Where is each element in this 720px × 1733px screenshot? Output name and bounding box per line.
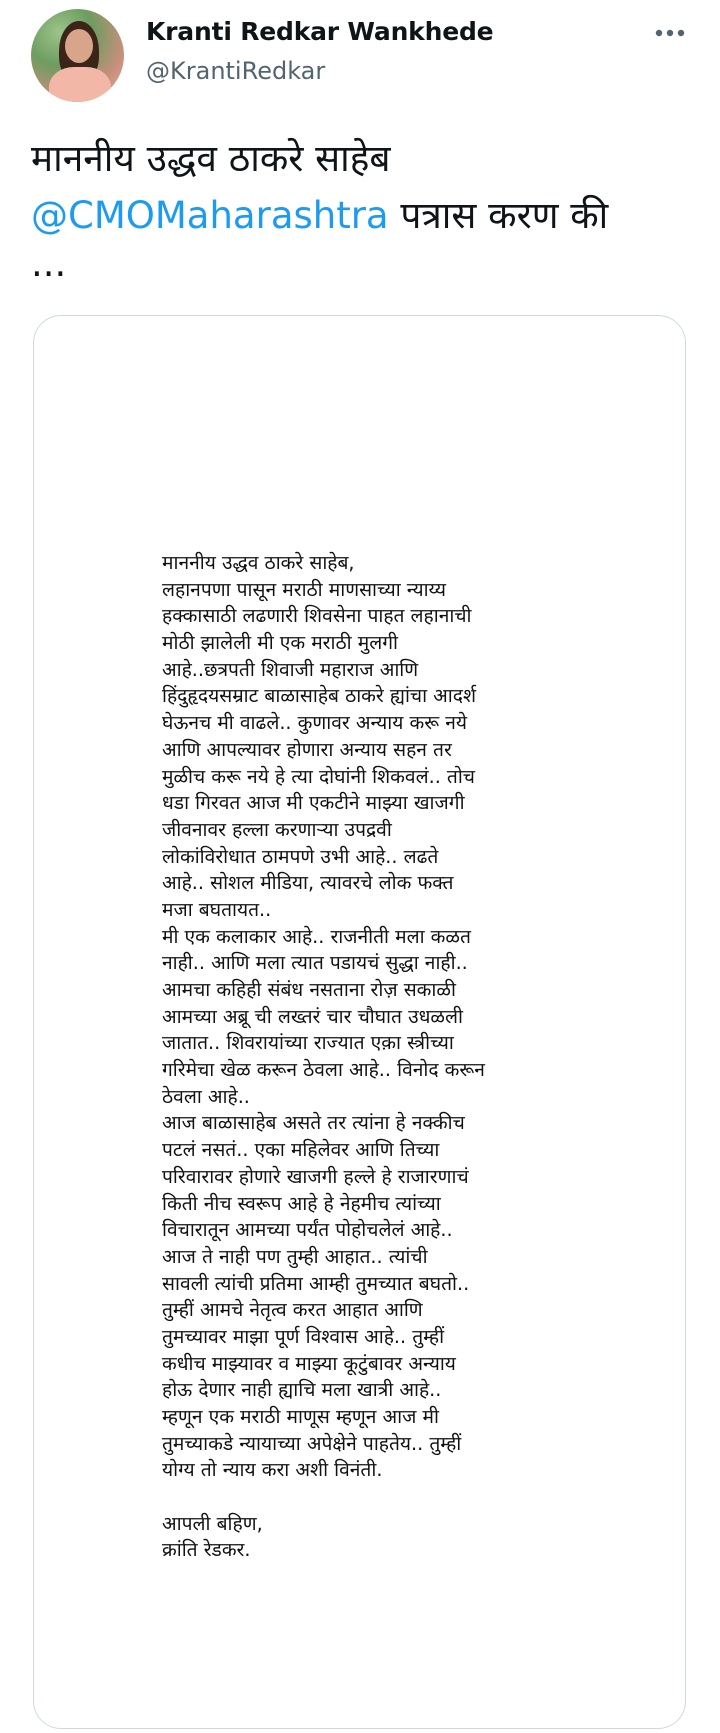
letter-line: तुम्हीं आमचे नेतृत्व करत आहात आणि	[162, 1298, 423, 1322]
letter-line: आज बाळासाहेब असते तर त्यांना हे नक्कीच	[162, 1111, 465, 1135]
more-horizontal-icon	[655, 29, 685, 37]
tweet-header	[0, 0, 720, 120]
letter-line: होऊ देणार नाही ह्याचि मला खात्री आहे..	[162, 1378, 442, 1402]
author-handle[interactable]: @KrantiRedkar	[146, 57, 326, 85]
letter-line: मोठी झालेली मी एक मराठी मुलगी	[162, 631, 398, 655]
letter-line: सावली त्यांची प्रतिमा आम्ही तुमच्यात बघतो..	[162, 1271, 470, 1295]
letter-spacer	[162, 1484, 632, 1511]
letter-line: किती नीच स्वरूप आहे हे नेहमीच त्यांच्या	[162, 1191, 441, 1215]
tweet-image-card[interactable]	[33, 315, 686, 1729]
more-options-button[interactable]	[650, 18, 690, 48]
letter-line: योग्य तो न्याय करा अशी विनंती.	[162, 1458, 383, 1482]
author-display-name[interactable]: Kranti Redkar Wankhede	[146, 17, 494, 46]
letter-signature: क्रांति रेडकर.	[162, 1538, 251, 1562]
letter-line: आमचा कहिही संबंध नसताना रोज़ सकाळी	[162, 978, 456, 1001]
tweet-text-before: माननीय उद्धव ठाकरे साहेब	[31, 137, 391, 180]
letter-line: आहे..छत्रपती शिवाजी महाराज आणि	[162, 657, 419, 681]
letter-line: लहानपणा पासून मराठी माणसाच्या न्याय्य	[162, 577, 446, 601]
avatar-face	[65, 29, 93, 63]
letter-line: गरिमेचा खेळ करून ठेवला आहे.. विनोद करून	[162, 1058, 485, 1082]
tweet-text	[31, 130, 691, 284]
letter-line: परिवारावर होणारे खाजगी हल्ले हे राजारणाचं	[162, 1164, 469, 1188]
letter-text	[162, 550, 632, 1564]
show-more-ellipsis[interactable]: ...	[31, 242, 67, 285]
letter-line: आहे.. सोशल मीडिया, त्यावरचे लोक फक्त	[162, 871, 454, 895]
letter-line: हिंदुहृदयसम्राट बाळासाहेब ठाकरे ह्यांचा आदर्श	[162, 684, 477, 708]
letter-closing: आपली बहिण,	[162, 1511, 263, 1535]
letter-line: नाही.. आणि मला त्यात पडायचं सुद्धा नाही..	[162, 951, 468, 975]
letter-line: धडा गिरवत आज मी एकटीने माझ्या खाजगी	[162, 791, 465, 815]
letter-line: तुमच्यावर माझा पूर्ण विश्वास आहे.. तुम्हीं	[162, 1324, 445, 1348]
letter-line: ठेवला आहे..	[162, 1084, 250, 1108]
letter-line: म्हणून एक मराठी माणूस म्हणून आज मी	[162, 1405, 439, 1428]
letter-line: आमच्या अब्रू ची लख्तरं चार चौघात उधळली	[162, 1004, 463, 1028]
letter-line: आणि आपल्यावर होणारा अन्याय सहन तर	[162, 737, 452, 761]
avatar[interactable]	[31, 9, 124, 102]
letter-line: मी एक कलाकार आहे.. राजनीती मला कळत	[162, 924, 471, 948]
letter-line: मजा बघतायत..	[162, 897, 272, 921]
mention-link[interactable]: @CMOMaharashtra	[31, 194, 389, 237]
tweet-text-after: पत्रास करण की	[388, 194, 609, 237]
letter-line: पटलं नसतं.. एका महिलेवर आणि तिच्या	[162, 1138, 440, 1162]
letter-line: लोकांविरोधात ठामपणे उभी आहे.. लढते	[162, 844, 439, 868]
letter-line: विचारातून आमच्या पर्यंत पोहोचलेलं आहे..	[162, 1218, 453, 1242]
letter-line: घेऊनच मी वाढले.. कुणावर अन्याय करू नये	[162, 711, 467, 735]
letter-line: मुळीच करू नये हे त्या दोघांनी शिकवलं.. तोच	[162, 764, 475, 788]
letter-line: जातात.. शिवरायांच्या राज्यात एक़ा स्त्रीच्या	[162, 1031, 454, 1055]
letter-line: हक्कासाठी लढणारी शिवसेना पाहत लहानाची	[162, 604, 472, 628]
letter-line: माननीय उद्धव ठाकरे साहेब,	[162, 551, 355, 574]
avatar-body	[49, 67, 111, 102]
letter-line: जीवनावर हल्ला करणाऱ्या उपद्रवी	[162, 817, 392, 841]
letter-line: कधीच माझ्यावर व माझ्या कूटुंबावर अन्याय	[162, 1351, 456, 1375]
letter-line: तुमच्याकडे न्यायाच्या अपेक्षेने पाहतेय.. तुम्हीं	[162, 1431, 462, 1455]
letter-line: आज ते नाही पण तुम्ही आहात.. त्यांची	[162, 1244, 428, 1268]
